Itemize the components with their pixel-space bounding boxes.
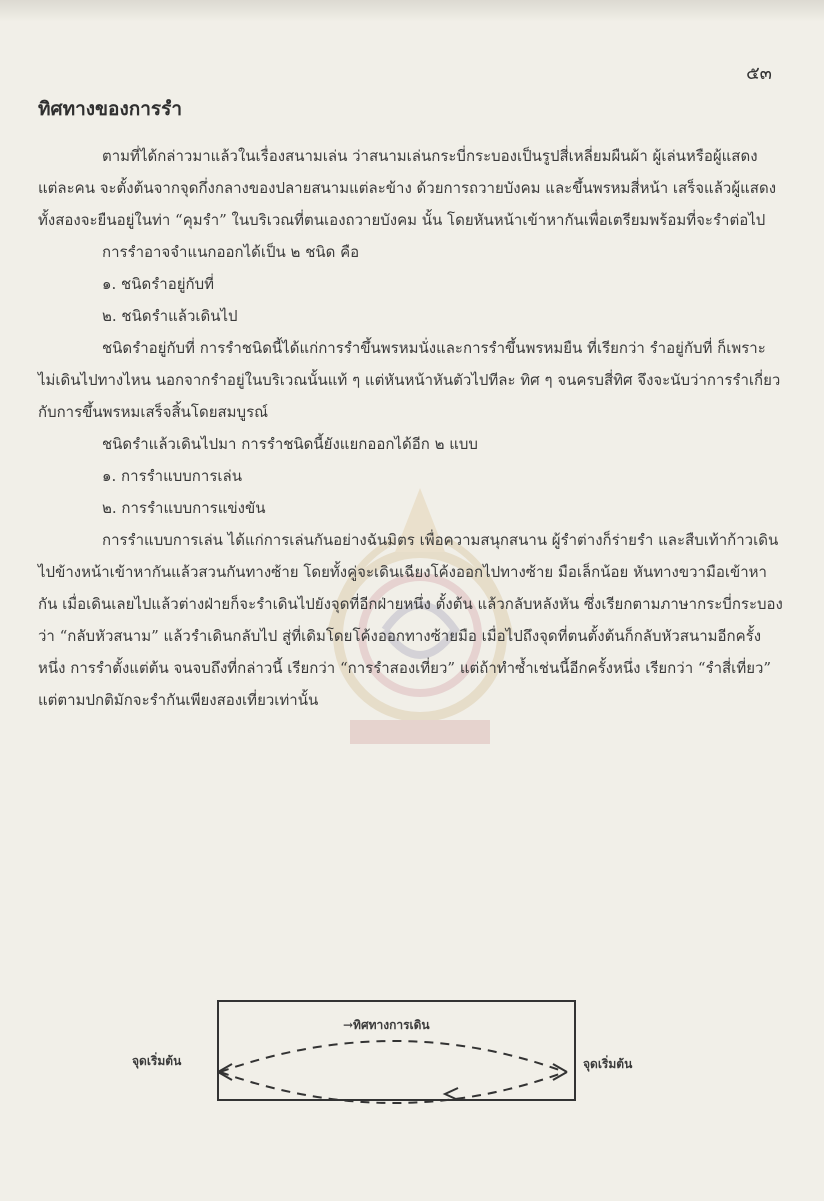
section-heading: ทิศทางของการรำ — [38, 98, 182, 120]
list-item: ๒. ชนิดรำแล้วเดินไป — [102, 307, 238, 325]
left-start-label: จุดเริ่มต้น — [132, 1054, 182, 1068]
list-item: ๒. การรำแบบการแข่งขัน — [102, 499, 266, 517]
paragraph-play-style: การรำแบบการเล่น ได้แก่การเล่นกันอย่างฉันมิตร เพื่อความสนุกสนาน ผู้รำต่างก็ร่ายรำ และสืบเท้าก้าวเดินไปข้างหน้าเข้าหากันแล้วสวนกันทางซ้าย โดยทั้งคู่จะเดินเฉียงโค้งออกไปทางซ้าย มือเล็กน้อย หันทางขวามือเข้าหากัน เมื่อเดินเลยไปแล้วต่างฝ่ายก็จะรำเดินไปยังจุดที่อีกฝ่ายหนึ่ง ตั้งต้น แล้วกลับหลังหัน ซึ่งเรียกตามภาษากระบี่กระบอง ว่า “กลับหัวสนาม” แล้วรำเดินกลับไป สู่ที่เดิมโดยโค้งออกทางซ้ายมือ เมื่อไปถึงจุดที่ตนตั้งต้นก็กลับหัวสนามอีกครั้งหนึ่ง การรำตั้งแต่ต้น จนจบถึงที่กล่าวนี้ เรียกว่า “การรำสองเที่ยว” แต่ถ้าทำซ้ำเช่นนี้อีกครั้งหนึ่ง เรียกว่า “รำสี่เที่ยว” แต่ตามปกติมักจะรำกันเพียงสองเที่ยวเท่านั้น — [38, 531, 783, 709]
movement-path-lines — [120, 990, 700, 1110]
paragraph-classification: การรำอาจจำแนกออกได้เป็น ๒ ชนิด คือ — [102, 243, 360, 261]
diagram-caption: →ทิศทางการเดิน — [340, 1016, 433, 1035]
page-number: ๕๓ — [746, 63, 772, 84]
list-item: ๑. การรำแบบการเล่น — [102, 467, 242, 485]
paragraph-moving-dance: ชนิดรำแล้วเดินไปมา การรำชนิดนี้ยังแยกออกได้อีก ๒ แบบ — [102, 435, 478, 453]
movement-diagram — [120, 990, 700, 1110]
body-text — [38, 140, 783, 716]
paragraph-stationary-dance: ชนิดรำอยู่กับที่ การรำชนิดนี้ได้แก่การรำขึ้นพรหมนั่งและการรำขึ้นพรหมยืน ที่เรียกว่า รำอยู่กับที่ ก็เพราะไม่เดินไปทางไหน นอกจากรำอยู่ในบริเวณนั้นแท้ ๆ แต่หันหน้าหันตัวไปทีละ ทิศ ๆ จนครบสี่ทิศ จึงจะนับว่าการรำเกี่ยวกับการขึ้นพรหมเสร็จสิ้นโดยสมบูรณ์ — [38, 339, 781, 421]
list-item: ๑. ชนิดรำอยู่กับที่ — [102, 275, 215, 293]
scan-edge — [0, 0, 824, 22]
paragraph-introduction: ตามที่ได้กล่าวมาแล้วในเรื่องสนามเล่น ว่าสนามเล่นกระบี่กระบองเป็นรูปสี่เหลี่ยมผืนผ้า ผู้เล่นหรือผู้แสดงแต่ละคน จะตั้งต้นจากจุดกึ่งกลางของปลายสนามแต่ละข้าง ด้วยการถวายบังคม และขึ้นพรหมสี่หน้า เสร็จแล้วผู้แสดงทั้งสองจะยืนอยู่ในท่า “คุมรำ” ในบริเวณที่ตนเองถวายบังคม นั้น โดยหันหน้าเข้าหากันเพื่อเตรียมพร้อมที่จะรำต่อไป — [38, 147, 777, 229]
right-start-label: จุดเริ่มต้น — [583, 1057, 633, 1071]
